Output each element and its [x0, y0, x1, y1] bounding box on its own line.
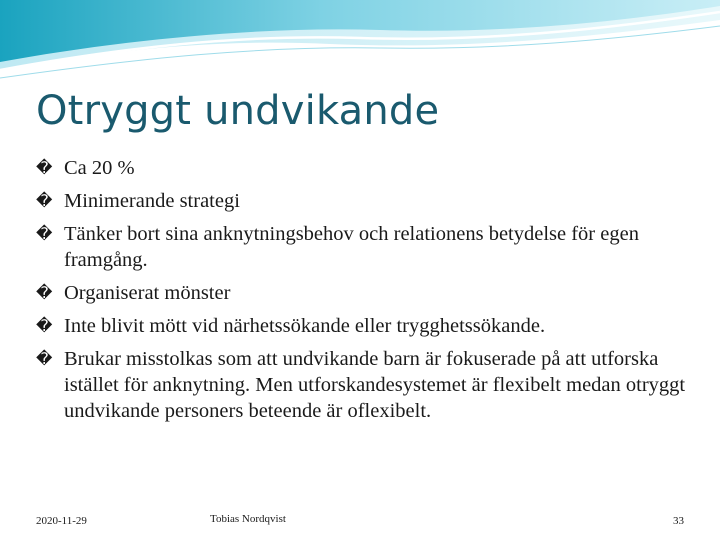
footer-author: Tobias Nordqvist	[210, 513, 286, 525]
slide-title: Otryggt undvikande	[36, 88, 440, 134]
bullet-text: Inte blivit mött vid närhetssökande eller trygghetssökande.	[64, 315, 546, 337]
footer-date: 2020-11-29	[36, 515, 87, 527]
decorative-wave-header	[0, 0, 720, 90]
bullet-item	[36, 346, 696, 424]
bullet-text: Tänker bort sina anknytningsbehov och relationens betydelse för egen framgång.	[64, 223, 639, 271]
bullet-item	[36, 313, 696, 339]
bullet-glyph: �	[36, 158, 53, 177]
bullet-text: Brukar misstolkas som att undvikande barn är fokuserade på att utforska istället för anknytning. Men utforskandesystemet är flexibelt medan otryggt undvikande personers beteende är oflexibelt.	[64, 348, 686, 422]
bullet-text: Ca 20 %	[64, 157, 135, 179]
bullet-glyph: �	[36, 191, 53, 210]
bullet-item	[36, 155, 696, 181]
bullet-text: Minimerande strategi	[64, 190, 240, 212]
bullet-text: Organiserat mönster	[64, 282, 231, 304]
bullet-item	[36, 280, 696, 306]
bullet-glyph: �	[36, 349, 53, 368]
bullet-glyph: �	[36, 224, 53, 243]
page-number: 33	[673, 515, 684, 527]
bullet-list	[36, 155, 696, 431]
bullet-glyph: �	[36, 316, 53, 335]
bullet-glyph: �	[36, 283, 53, 302]
bullet-item	[36, 221, 696, 273]
bullet-item	[36, 188, 696, 214]
